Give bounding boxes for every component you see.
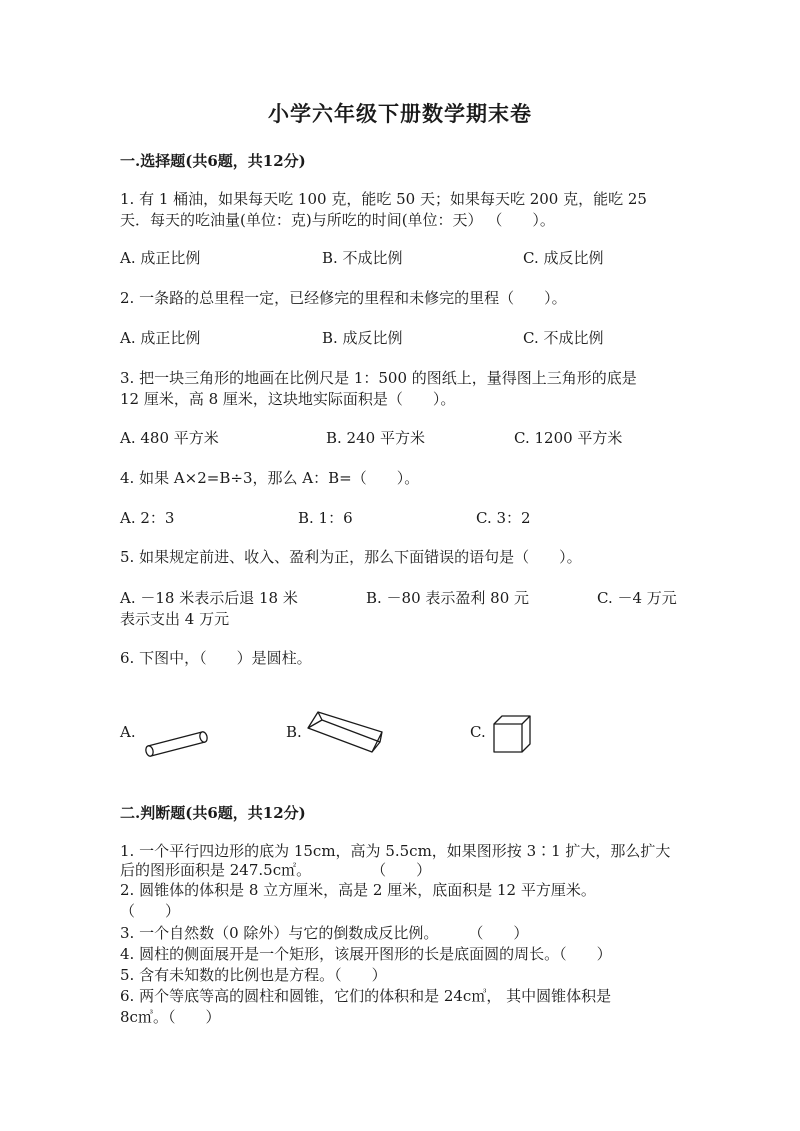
section-heading-true-false: 二.判断题(共6题，共12分) — [120, 804, 306, 822]
question-2-option-c[interactable]: C. 不成比例 — [523, 329, 604, 347]
question-2-line-1: 2. 一条路的总里程一定，已经修完的里程和未修完的里程（ ）。 — [120, 289, 567, 307]
cylinder-figure — [140, 724, 212, 758]
tf-line-3: 2. 圆锥体的体积是 8 立方厘米，高是 2 厘米，底面积是 12 平方厘米。 — [120, 881, 596, 899]
question-3-line-2: 12 厘米，高 8 厘米，这块地实际面积是（ ）。 — [120, 390, 456, 408]
tf-line-1: 1. 一个平行四边形的底为 15cm，高为 5.5cm，如果图形按 3∶1 扩大，那么扩大 — [120, 842, 671, 860]
cube-figure — [490, 714, 534, 756]
tf-line-7: 5. 含有未知数的比例也是方程。（ ） — [120, 966, 387, 984]
question-6-option-a[interactable]: A. — [120, 723, 136, 741]
section-heading-choice: 一.选择题(共6题，共12分) — [120, 152, 306, 170]
question-5-option-c[interactable]: C. －4 万元 — [597, 589, 677, 607]
question-4-line-1: 4. 如果 A×2=B÷3，那么 A：B=（ ）。 — [120, 469, 420, 487]
question-3-option-c[interactable]: C. 1200 平方米 — [514, 429, 623, 447]
question-1-option-a[interactable]: A. 成正比例 — [120, 249, 201, 267]
question-5-option-b[interactable]: B. －80 表示盈利 80 元 — [366, 589, 530, 607]
tf-line-8: 6. 两个等底等高的圆柱和圆锥，它们的体积和是 24c㎥， 其中圆锥体积是 — [120, 987, 612, 1005]
question-6-line-1: 6. 下图中，（ ）是圆柱。 — [120, 649, 312, 667]
question-2-option-b[interactable]: B. 成反比例 — [322, 329, 403, 347]
tf-line-9: 8c㎥。（ ） — [120, 1008, 221, 1026]
question-6-option-c[interactable]: C. — [470, 723, 486, 741]
question-3-option-b[interactable]: B. 240 平方米 — [326, 429, 425, 447]
tf-line-6: 4. 圆柱的侧面展开是一个矩形，该展开图形的长是底面圆的周长。（ ） — [120, 945, 612, 963]
question-5-option-c-continued: 表示支出 4 万元 — [120, 610, 230, 628]
question-2-option-a[interactable]: A. 成正比例 — [120, 329, 201, 347]
question-1-line-2: 天．每天的吃油量(单位：克)与所吃的时间(单位：天） （ ）。 — [120, 211, 555, 229]
tf-line-4: （ ） — [120, 902, 181, 920]
question-3-line-1: 3. 把一块三角形的地画在比例尺是 1：500 的图纸上，量得图上三角形的底是 — [120, 369, 637, 387]
question-5-line-1: 5. 如果规定前进、收入、盈利为正，那么下面错误的语句是（ ）。 — [120, 548, 582, 566]
question-6-option-b[interactable]: B. — [286, 723, 302, 741]
question-4-option-a[interactable]: A. 2：3 — [120, 509, 175, 527]
question-4-option-c[interactable]: C. 3：2 — [476, 509, 531, 527]
question-4-option-b[interactable]: B. 1：6 — [298, 509, 353, 527]
question-3-option-a[interactable]: A. 480 平方米 — [120, 429, 219, 447]
question-1-option-c[interactable]: C. 成反比例 — [523, 249, 604, 267]
triangular-prism-figure — [300, 706, 390, 758]
question-5-option-a[interactable]: A. －18 米表示后退 18 米 — [120, 589, 298, 607]
tf-line-2: 后的图形面积是 247.5c㎡。 （ ） — [120, 861, 432, 879]
page-title: 小学六年级下册数学期末卷 — [268, 101, 532, 126]
tf-line-5: 3. 一个自然数（0 除外）与它的倒数成反比例。 （ ） — [120, 924, 529, 942]
question-1-option-b[interactable]: B. 不成比例 — [322, 249, 403, 267]
question-1-line-1: 1. 有 1 桶油，如果每天吃 100 克，能吃 50 天；如果每天吃 200 克，能吃 25 — [120, 190, 647, 208]
